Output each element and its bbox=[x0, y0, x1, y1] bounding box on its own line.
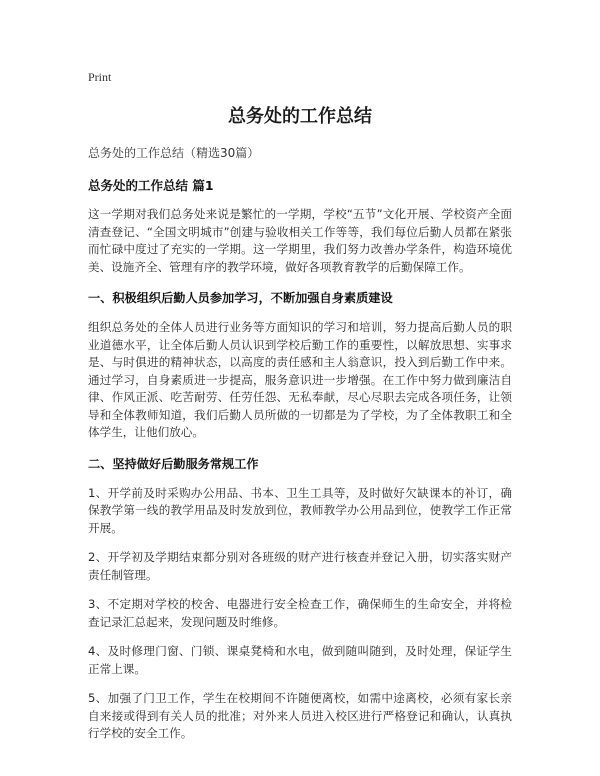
intro-paragraph: 这一学期对我们总务处来说是繁忙的一学期，学校“五节”文化开展、学校资产全面清查登记、“全国文明城市”创建与验收相关工作等等，我们每位后勤人员都在紧张而忙碌中度过了充实的一学期。这一学期里，我们努力改善办学条件，构造环境优美、设施齐全、管理有序的教学环境，做好各项教育教学的后勤保障工作。 bbox=[88, 207, 512, 274]
list-item: 3、不定期对学校的校舍、电器进行安全检查工作，确保师生的生命安全，并将检查记录汇总起来，发现问题及时维修。 bbox=[88, 597, 512, 629]
part1-heading: 一、积极组织后勤人员参加学习，不断加强自身素质建设 bbox=[88, 291, 393, 305]
list-item: 5、加强了门卫工作，学生在校期间不许随便离校，如需中途离校，必须有家长亲自来接或得到有关人员的批准；对外来人员进入校区进行严格登记和确认，认真执行学校的安全工作。 bbox=[88, 691, 512, 740]
document-subtitle: 总务处的工作总结（精选30篇） bbox=[88, 146, 260, 160]
document-title: 总务处的工作总结 bbox=[228, 106, 372, 127]
part2-heading: 二、坚持做好后勤服务常规工作 bbox=[88, 456, 259, 471]
list-item: 2、开学初及学期结束都分别对各班级的财产进行核查并登记入册，切实落实财产责任制管理。 bbox=[88, 550, 512, 582]
list-item: 4、及时修理门窗、门锁、课桌凳椅和水电，做到随叫随到，及时处理，保证学生正常上课。 bbox=[88, 644, 512, 676]
list-item: 1、开学前及时采购办公用品、书本、卫生工具等，及时做好欠缺课本的补订，确保教学第一线的教学用品及时发放到位，教师教学办公用品到位，使教学工作正常开展。 bbox=[88, 485, 512, 535]
section-heading: 总务处的工作总结 篇1 bbox=[88, 178, 214, 193]
print-label[interactable]: Print bbox=[88, 70, 112, 84]
part1-paragraph: 组织总务处的全体人员进行业务等方面知识的学习和培训，努力提高后勤人员的职业道德水平，让全体后勤人员认识到学校后勤工作的重要性，以解放思想、实事求是、与时俱进的精神状态，以高度的责任感和主人翁意识，投入到后勤工作中来。通过学习，自身素质进一步提高，服务意识进一步增强。在工作中努力做到廉洁自律、作风正派、吃苦耐劳、任劳任怨、无私奉献，尽心尽职去完成各项任务，让领导和全体教师知道，我们后勤人员所做的一切都是为了学校，为了全体教职工和全体学生，让他们放心。 bbox=[88, 320, 512, 439]
